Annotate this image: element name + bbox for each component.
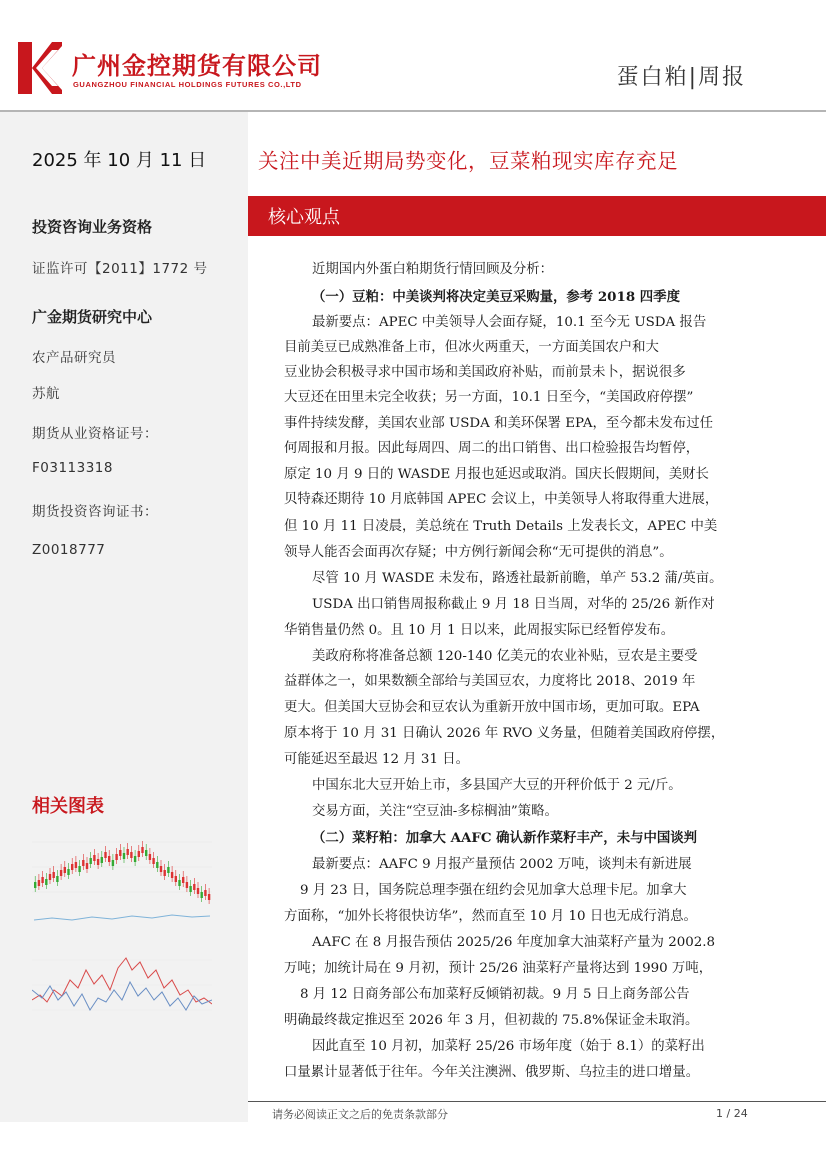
qualification-cert-label: 期货从业资格证号： xyxy=(32,426,158,442)
body-line: 口量累计显著低于往年。今年关注澳洲、俄罗斯、乌拉圭的进口增量。 xyxy=(284,1065,700,1080)
qualification-cert-number: F03113318 xyxy=(32,460,113,476)
company-logo-icon xyxy=(18,42,62,94)
body-line: 目前美豆已成熟准备上市，但冰火两重天，一方面美国农户和大 xyxy=(284,340,659,355)
related-chart-lines xyxy=(32,940,212,1032)
section-title: 核心观点 xyxy=(268,207,340,228)
body-line: 明确最终裁定推迟至 2026 年 3 月，但初裁的 75.8%保证金未取消。 xyxy=(284,1013,699,1028)
subsection-heading: （一）豆粕：中美谈判将决定美豆采购量，参考 2018 四季度 xyxy=(312,289,680,305)
company-name-cn: 广州金控期货有限公司 xyxy=(72,52,322,80)
license-number: 证监许可【2011】1772 号 xyxy=(32,261,208,277)
body-line: 原本将于 10 月 31 日确认 2026 年 RVO 义务量，但随着美国政府停摆， xyxy=(284,726,725,741)
body-line: 最新要点：APEC 中美领导人会面存疑，10.1 至今无 USDA 报告 xyxy=(312,315,707,330)
research-center: 广金期货研究中心 xyxy=(32,308,153,326)
page-number: 1 / 24 xyxy=(716,1107,748,1120)
researcher-role: 农产品研究员 xyxy=(32,350,116,366)
body-line: 9 月 23 日，国务院总理李强在纽约会见加拿大总理卡尼。加拿大 xyxy=(300,883,687,898)
related-charts-title: 相关图表 xyxy=(32,796,104,817)
body-line: 事件持续发酵，美国农业部 USDA 和美环保署 EPA，至今都未发布过任 xyxy=(284,416,714,431)
consult-cert-label: 期货投资咨询证书： xyxy=(32,504,158,520)
body-line: 因此直至 10 月初，加菜籽 25/26 市场年度（始于 8.1）的菜籽出 xyxy=(312,1039,705,1054)
body-line: 贝特森还期待 10 月底韩国 APEC 会议上，中美领导人将取得重大进展， xyxy=(284,492,719,507)
sidebar xyxy=(0,112,248,1122)
report-date: 2025 年 10 月 11 日 xyxy=(32,150,207,171)
body-line: 尽管 10 月 WASDE 未发布，路透社最新前瞻，单产 53.2 蒲/英亩。 xyxy=(312,571,723,586)
body-line: 近期国内外蛋白粕期货行情回顾及分析： xyxy=(312,262,554,277)
body-line: 最新要点：AAFC 9 月报产量预估 2002 万吨，谈判未有新进展 xyxy=(312,857,692,872)
body-line: 美政府称将准备总额 120-140 亿美元的农业补贴，豆农是主要受 xyxy=(312,649,698,664)
body-line: 益群体之一，如果数额全部给与美国豆农，力度将比 2018、2019 年 xyxy=(284,674,696,689)
footer-divider xyxy=(248,1101,826,1102)
body-line: 8 月 12 日商务部公布加菜籽反倾销初裁。9 月 5 日上商务部公告 xyxy=(300,987,690,1002)
body-line: 中国东北大豆开始上市，多县国产大豆的开秤价低于 2 元/斤。 xyxy=(312,778,682,793)
report-type: 蛋白粕|周报 xyxy=(616,65,746,90)
qualification-title: 投资咨询业务资格 xyxy=(32,218,153,236)
body-line: 更大。但美国大豆协会和豆农认为重新开放中国市场，更加可取。EPA xyxy=(284,700,700,715)
body-line: 华销售量仍然 0。且 10 月 1 日以来，此周报实际已经暂停发布。 xyxy=(284,623,675,638)
related-chart-candlestick xyxy=(32,822,212,922)
body-line: 交易方面，关注“空豆油-多棕榈油”策略。 xyxy=(312,804,558,819)
consult-cert-number: Z0018777 xyxy=(32,542,106,558)
body-line: 大豆还在田里未完全收获；另一方面，10.1 日至今，“美国政府停摆” xyxy=(284,390,694,405)
company-name-en: GUANGZHOU FINANCIAL HOLDINGS FUTURES CO.,LTD xyxy=(73,80,302,89)
body-line: 何周报和月报。因此每周四、周二的出口销售、出口检验报告均暂停， xyxy=(284,441,700,456)
body-line: 豆业协会积极寻求中国市场和美国政府补贴，而前景未卜，据说很多 xyxy=(284,365,686,380)
body-line: 领导人能否会面再次存疑；中方例行新闻会称“无可提供的消息”。 xyxy=(284,545,673,560)
footer-disclaimer: 请务必阅读正文之后的免责条款部分 xyxy=(272,1108,448,1121)
report-headline: 关注中美近期局势变化，豆菜粕现实库存充足 xyxy=(258,149,678,173)
body-line: 万吨；加统计局在 9 月初，预计 25/26 油菜籽产量将达到 1990 万吨， xyxy=(284,961,713,976)
body-line: 原定 10 月 9 日的 WASDE 月报也延迟或取消。国庆长假期间，美财长 xyxy=(284,467,709,482)
body-line: 方面称，“加外长将很快访华”，然而直至 10 月 10 日也无成行消息。 xyxy=(284,909,697,924)
body-line: 可能延迟至最迟 12 月 31 日。 xyxy=(284,752,470,767)
researcher-name: 苏航 xyxy=(32,386,60,402)
body-line: USDA 出口销售周报称截止 9 月 18 日当周，对华的 25/26 新作对 xyxy=(312,597,715,612)
body-line: AAFC 在 8 月报告预估 2025/26 年度加拿大油菜籽产量为 2002.8 xyxy=(312,935,716,950)
subsection-heading: （二）菜籽粕：加拿大 AAFC 确认新作菜籽丰产，未与中国谈判 xyxy=(312,830,698,846)
page-header xyxy=(0,0,826,112)
body-line: 但 10 月 11 日凌晨，美总统在 Truth Details 上发表长文，APEC 中美 xyxy=(284,519,718,534)
